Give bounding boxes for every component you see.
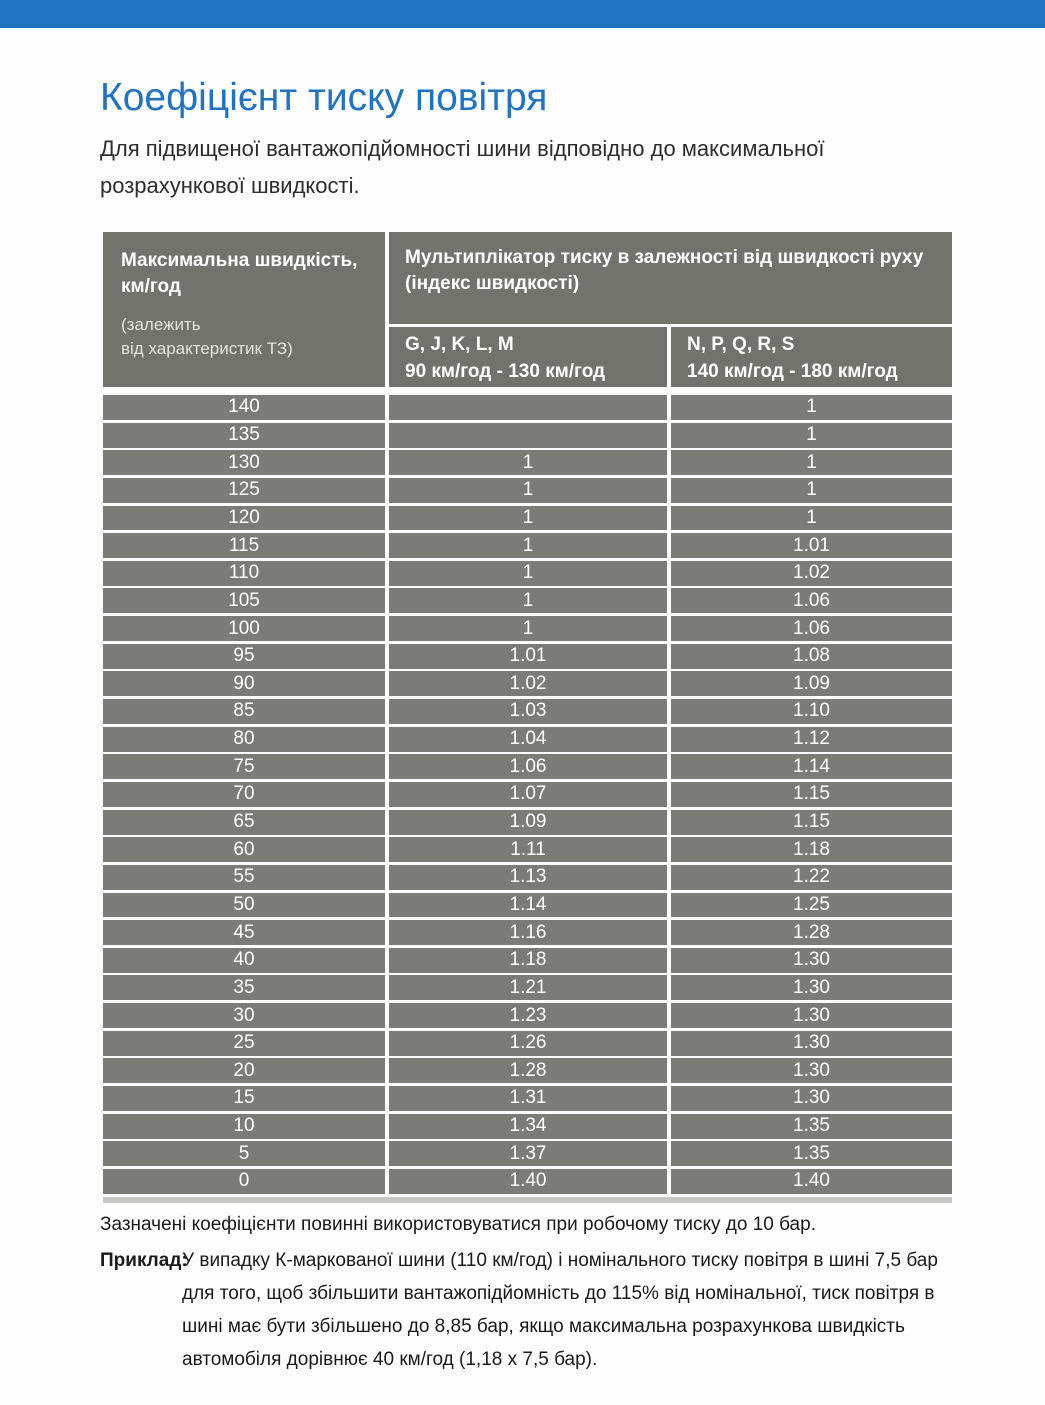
cell-multiplier-g: 1.28: [389, 1058, 667, 1083]
example-paragraph: [100, 1244, 960, 1376]
example-text: У випадку К-маркованої шини (110 км/год) і номінального тиску повітря в шині 7,5 бар для того, щоб збільшити вантажопідйомність до 115% від номінальної, тиск повітря в шині має бути збільшено до 8,85 бар, якщо максимальна розрахункова швидкість автомобіля дорівнює 40 км/год (1,18 х 7,5 бар).: [182, 1250, 938, 1370]
cell-multiplier-g: 1.04: [389, 727, 667, 752]
cell-multiplier-n: 1.08: [671, 644, 952, 669]
cell-multiplier-g: 1: [389, 506, 667, 531]
cell-multiplier-n: 1.15: [671, 810, 952, 835]
cell-multiplier-n: 1.15: [671, 782, 952, 807]
cell-speed: 50: [103, 893, 385, 918]
table-row: [103, 533, 952, 558]
table-row: [103, 1086, 952, 1111]
cell-multiplier-n: 1.14: [671, 754, 952, 779]
table-row: [103, 1114, 952, 1139]
cell-multiplier-n: 1.25: [671, 893, 952, 918]
cell-multiplier-n: 1.30: [671, 1086, 952, 1111]
cell-multiplier-n: 1.02: [671, 561, 952, 586]
cell-speed: 65: [103, 810, 385, 835]
table-row: [103, 561, 952, 586]
table-row: [103, 699, 952, 724]
cell-speed: 30: [103, 1003, 385, 1028]
cell-multiplier-n: 1.30: [671, 948, 952, 973]
table-row: [103, 506, 952, 531]
cell-multiplier-g: 1.11: [389, 837, 667, 862]
table-row: [103, 975, 952, 1000]
cell-multiplier-n: 1: [671, 423, 952, 448]
table-row: [103, 1058, 952, 1083]
cell-multiplier-n: 1.28: [671, 920, 952, 945]
cell-multiplier-g: 1: [389, 616, 667, 641]
cell-multiplier-g: 1: [389, 450, 667, 475]
header-max-speed-title: Максимальна швидкість, км/год: [121, 250, 358, 297]
cell-speed: 40: [103, 948, 385, 973]
cell-speed: 35: [103, 975, 385, 1000]
cell-multiplier-n: 1.35: [671, 1114, 952, 1139]
table-row: [103, 754, 952, 779]
cell-multiplier-n: 1.10: [671, 699, 952, 724]
cell-speed: 0: [103, 1169, 385, 1194]
page-title: Коефіцієнт тиску повітря: [100, 76, 548, 119]
cell-multiplier-g: 1.14: [389, 893, 667, 918]
cell-multiplier-n: 1.22: [671, 865, 952, 890]
cell-speed: 110: [103, 561, 385, 586]
table-row: [103, 395, 952, 420]
cell-multiplier-n: 1: [671, 395, 952, 420]
table-row: [103, 588, 952, 613]
header-multiplier: Мультиплікатор тиску в залежності від швидкості руху (індекс швидкості): [389, 232, 952, 324]
cell-multiplier-g: 1.40: [389, 1169, 667, 1194]
cell-multiplier-n: 1.30: [671, 1031, 952, 1056]
table-row: [103, 450, 952, 475]
header-max-speed: [103, 232, 385, 387]
cell-multiplier-n: 1.06: [671, 588, 952, 613]
table-row: [103, 644, 952, 669]
cell-multiplier-g: 1.34: [389, 1114, 667, 1139]
cell-multiplier-n: 1.30: [671, 1058, 952, 1083]
cell-speed: 115: [103, 533, 385, 558]
table-row: [103, 423, 952, 448]
table-row: [103, 727, 952, 752]
table-row: [103, 837, 952, 862]
cell-speed: 45: [103, 920, 385, 945]
cell-speed: 10: [103, 1114, 385, 1139]
cell-speed: 70: [103, 782, 385, 807]
table-row: [103, 782, 952, 807]
cell-multiplier-n: 1.01: [671, 533, 952, 558]
cell-multiplier-n: 1: [671, 478, 952, 503]
cell-multiplier-g: 1.26: [389, 1031, 667, 1056]
page-subtitle: Для підвищеної вантажопідйомності шини відповідно до максимальної розрахункової швидкості.: [100, 136, 825, 198]
cell-speed: 130: [103, 450, 385, 475]
cell-multiplier-n: 1: [671, 450, 952, 475]
cell-multiplier-g: 1.31: [389, 1086, 667, 1111]
cell-multiplier-g: 1.16: [389, 920, 667, 945]
cell-multiplier-n: 1.12: [671, 727, 952, 752]
table-row: [103, 671, 952, 696]
cell-speed: 55: [103, 865, 385, 890]
header-speed-index-npqrs: N, P, Q, R, S 140 км/год - 180 км/год: [671, 327, 952, 387]
cell-multiplier-n: 1.40: [671, 1169, 952, 1194]
table-row: [103, 1141, 952, 1166]
table-row: [103, 478, 952, 503]
pressure-coefficient-table: [103, 232, 952, 1203]
cell-speed: 75: [103, 754, 385, 779]
cell-multiplier-n: 1.35: [671, 1141, 952, 1166]
cell-multiplier-n: 1.06: [671, 616, 952, 641]
cell-speed: 125: [103, 478, 385, 503]
cell-speed: 95: [103, 644, 385, 669]
table-row: [103, 948, 952, 973]
cell-speed: 5: [103, 1141, 385, 1166]
cell-multiplier-n: 1.09: [671, 671, 952, 696]
cell-speed: 15: [103, 1086, 385, 1111]
cell-multiplier-g: 1.21: [389, 975, 667, 1000]
table-row: [103, 810, 952, 835]
cell-multiplier-g: 1.18: [389, 948, 667, 973]
header-max-speed-note: (залежить від характеристик ТЗ): [121, 315, 293, 358]
cell-speed: 85: [103, 699, 385, 724]
cell-multiplier-g: 1.06: [389, 754, 667, 779]
top-accent-bar: [0, 0, 1045, 28]
table-row: [103, 1031, 952, 1056]
table-header: [103, 232, 952, 387]
cell-multiplier-g: 1: [389, 588, 667, 613]
cell-multiplier-g: 1: [389, 533, 667, 558]
cell-speed: 140: [103, 395, 385, 420]
example-label: Приклад:: [100, 1250, 188, 1271]
table-body: [103, 395, 952, 1194]
cell-multiplier-g: 1.03: [389, 699, 667, 724]
cell-speed: 80: [103, 727, 385, 752]
cell-multiplier-g: [389, 423, 667, 448]
header-speed-index-gjklm: G, J, K, L, M 90 км/год - 130 км/год: [389, 327, 667, 387]
cell-speed: 90: [103, 671, 385, 696]
cell-speed: 25: [103, 1031, 385, 1056]
cell-speed: 120: [103, 506, 385, 531]
cell-multiplier-n: 1.30: [671, 1003, 952, 1028]
table-row: [103, 616, 952, 641]
table-row: [103, 1169, 952, 1194]
cell-multiplier-g: 1.07: [389, 782, 667, 807]
cell-speed: 100: [103, 616, 385, 641]
cell-multiplier-g: 1.01: [389, 644, 667, 669]
cell-multiplier-g: 1: [389, 478, 667, 503]
cell-multiplier-n: 1: [671, 506, 952, 531]
cell-speed: 105: [103, 588, 385, 613]
cell-multiplier-g: 1.13: [389, 865, 667, 890]
cell-speed: 60: [103, 837, 385, 862]
table-row: [103, 865, 952, 890]
cell-speed: 20: [103, 1058, 385, 1083]
cell-multiplier-g: 1.09: [389, 810, 667, 835]
cell-multiplier-g: 1.37: [389, 1141, 667, 1166]
cell-multiplier-g: 1.02: [389, 671, 667, 696]
cell-multiplier-g: 1.23: [389, 1003, 667, 1028]
cell-multiplier-n: 1.30: [671, 975, 952, 1000]
cell-multiplier-g: [389, 395, 667, 420]
cell-speed: 135: [103, 423, 385, 448]
cell-multiplier-n: 1.18: [671, 837, 952, 862]
table-row: [103, 920, 952, 945]
table-row: [103, 893, 952, 918]
cell-multiplier-g: 1: [389, 561, 667, 586]
table-row: [103, 1003, 952, 1028]
table-bottom-border: [103, 1197, 952, 1203]
footer-note: Зазначені коефіцієнти повинні використовуватися при робочому тиску до 10 бар.: [100, 1214, 816, 1235]
